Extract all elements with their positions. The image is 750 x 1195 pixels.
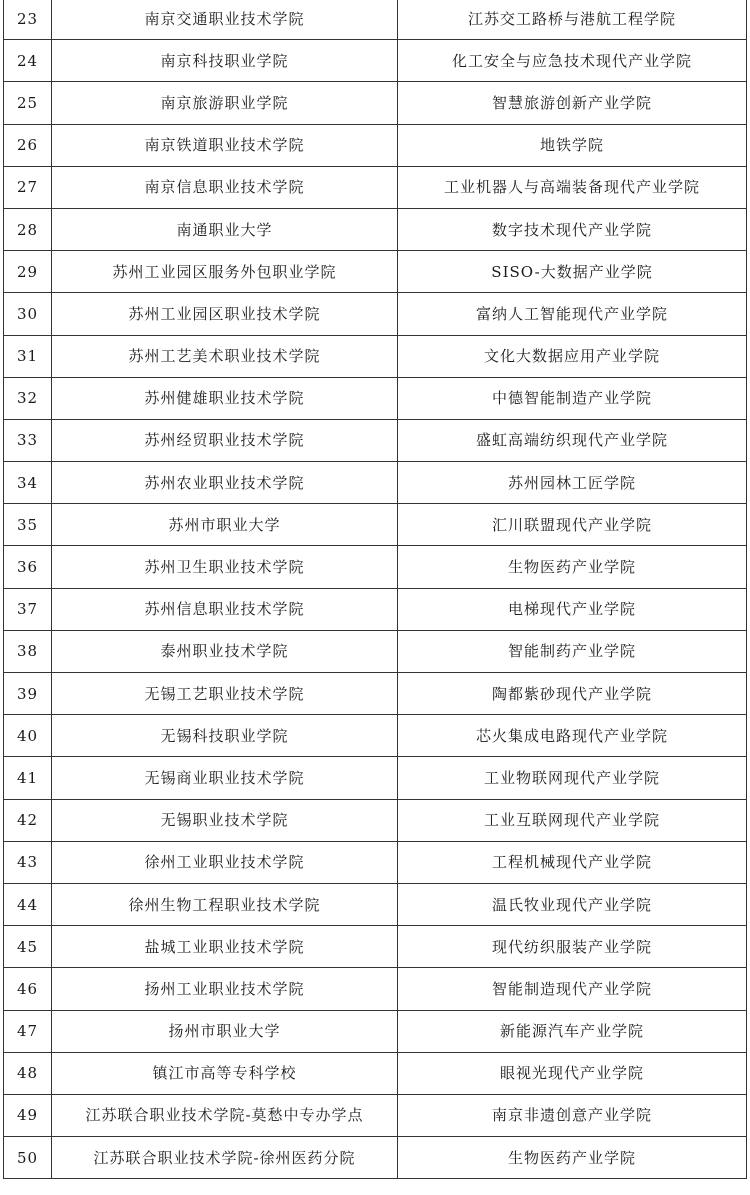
row-number: 48 (4, 1052, 52, 1094)
school-name: 无锡工艺职业技术学院 (52, 673, 398, 715)
college-name: 工业机器人与高端装备现代产业学院 (398, 166, 747, 208)
school-name: 苏州市职业大学 (52, 504, 398, 546)
row-number: 46 (4, 968, 52, 1010)
table-row (4, 757, 747, 799)
school-name: 无锡职业技术学院 (52, 799, 398, 841)
table-row (4, 335, 747, 377)
table-row (4, 293, 747, 335)
row-number: 30 (4, 293, 52, 335)
table-row (4, 588, 747, 630)
table-row (4, 1137, 747, 1179)
table-row (4, 1094, 747, 1136)
row-number: 24 (4, 40, 52, 82)
school-name: 苏州工业园区职业技术学院 (52, 293, 398, 335)
table-body (4, 0, 747, 1179)
row-number: 31 (4, 335, 52, 377)
table-row (4, 419, 747, 461)
school-name: 苏州农业职业技术学院 (52, 462, 398, 504)
row-number: 39 (4, 673, 52, 715)
row-number: 29 (4, 251, 52, 293)
table-row (4, 799, 747, 841)
school-name: 泰州职业技术学院 (52, 630, 398, 672)
table-row (4, 715, 747, 757)
row-number: 44 (4, 883, 52, 925)
college-name: 新能源汽车产业学院 (398, 1010, 747, 1052)
school-name: 徐州生物工程职业技术学院 (52, 883, 398, 925)
college-name: 芯火集成电路现代产业学院 (398, 715, 747, 757)
row-number: 50 (4, 1137, 52, 1179)
row-number: 28 (4, 208, 52, 250)
college-name: 温氏牧业现代产业学院 (398, 883, 747, 925)
college-name: 工业互联网现代产业学院 (398, 799, 747, 841)
school-name: 江苏联合职业技术学院-徐州医药分院 (52, 1137, 398, 1179)
college-name: 眼视光现代产业学院 (398, 1052, 747, 1094)
table-row (4, 926, 747, 968)
row-number: 38 (4, 630, 52, 672)
school-name: 盐城工业职业技术学院 (52, 926, 398, 968)
row-number: 43 (4, 841, 52, 883)
school-name: 南京铁道职业技术学院 (52, 124, 398, 166)
row-number: 34 (4, 462, 52, 504)
school-name: 镇江市高等专科学校 (52, 1052, 398, 1094)
row-number: 45 (4, 926, 52, 968)
college-name: 地铁学院 (398, 124, 747, 166)
row-number: 37 (4, 588, 52, 630)
college-name: 智慧旅游创新产业学院 (398, 82, 747, 124)
row-number: 26 (4, 124, 52, 166)
table-row (4, 841, 747, 883)
college-name: 富纳人工智能现代产业学院 (398, 293, 747, 335)
college-name: 电梯现代产业学院 (398, 588, 747, 630)
college-name: 南京非遗创意产业学院 (398, 1094, 747, 1136)
row-number: 27 (4, 166, 52, 208)
school-name: 南京交通职业技术学院 (52, 0, 398, 40)
college-name: 工业物联网现代产业学院 (398, 757, 747, 799)
college-name: 苏州园林工匠学院 (398, 462, 747, 504)
row-number: 41 (4, 757, 52, 799)
table-row (4, 673, 747, 715)
school-name: 苏州工艺美术职业技术学院 (52, 335, 398, 377)
college-name: 生物医药产业学院 (398, 1137, 747, 1179)
table-row (4, 462, 747, 504)
table-row (4, 1052, 747, 1094)
table-row (4, 630, 747, 672)
table-row (4, 166, 747, 208)
table-row (4, 251, 747, 293)
school-name: 南通职业大学 (52, 208, 398, 250)
table-row (4, 546, 747, 588)
table-row (4, 82, 747, 124)
college-name: 江苏交工路桥与港航工程学院 (398, 0, 747, 40)
college-name: 现代纺织服装产业学院 (398, 926, 747, 968)
school-name: 苏州健雄职业技术学院 (52, 377, 398, 419)
college-name: 工程机械现代产业学院 (398, 841, 747, 883)
table-row (4, 377, 747, 419)
college-name: 陶都紫砂现代产业学院 (398, 673, 747, 715)
college-name: 智能制药产业学院 (398, 630, 747, 672)
college-name: 数字技术现代产业学院 (398, 208, 747, 250)
table-row (4, 883, 747, 925)
row-number: 42 (4, 799, 52, 841)
college-name: 生物医药产业学院 (398, 546, 747, 588)
college-name: 文化大数据应用产业学院 (398, 335, 747, 377)
college-name: 智能制造现代产业学院 (398, 968, 747, 1010)
row-number: 40 (4, 715, 52, 757)
school-name: 扬州工业职业技术学院 (52, 968, 398, 1010)
row-number: 36 (4, 546, 52, 588)
row-number: 23 (4, 0, 52, 40)
college-name: 中德智能制造产业学院 (398, 377, 747, 419)
school-name: 苏州工业园区服务外包职业学院 (52, 251, 398, 293)
table-row (4, 504, 747, 546)
school-name: 徐州工业职业技术学院 (52, 841, 398, 883)
row-number: 49 (4, 1094, 52, 1136)
school-name: 苏州卫生职业技术学院 (52, 546, 398, 588)
school-name: 南京科技职业学院 (52, 40, 398, 82)
school-name: 苏州经贸职业技术学院 (52, 419, 398, 461)
college-name: SISO-大数据产业学院 (398, 251, 747, 293)
table-row (4, 1010, 747, 1052)
row-number: 35 (4, 504, 52, 546)
school-name: 无锡商业职业技术学院 (52, 757, 398, 799)
school-name: 无锡科技职业学院 (52, 715, 398, 757)
school-name: 苏州信息职业技术学院 (52, 588, 398, 630)
school-name: 江苏联合职业技术学院-莫愁中专办学点 (52, 1094, 398, 1136)
school-name: 南京旅游职业学院 (52, 82, 398, 124)
college-name: 汇川联盟现代产业学院 (398, 504, 747, 546)
row-number: 32 (4, 377, 52, 419)
college-name: 化工安全与应急技术现代产业学院 (398, 40, 747, 82)
table-row (4, 124, 747, 166)
table-row (4, 0, 747, 40)
table-row (4, 968, 747, 1010)
school-name: 扬州市职业大学 (52, 1010, 398, 1052)
table-row (4, 40, 747, 82)
row-number: 33 (4, 419, 52, 461)
industry-college-table (3, 0, 747, 1179)
college-name: 盛虹高端纺织现代产业学院 (398, 419, 747, 461)
row-number: 47 (4, 1010, 52, 1052)
table-row (4, 208, 747, 250)
row-number: 25 (4, 82, 52, 124)
school-name: 南京信息职业技术学院 (52, 166, 398, 208)
